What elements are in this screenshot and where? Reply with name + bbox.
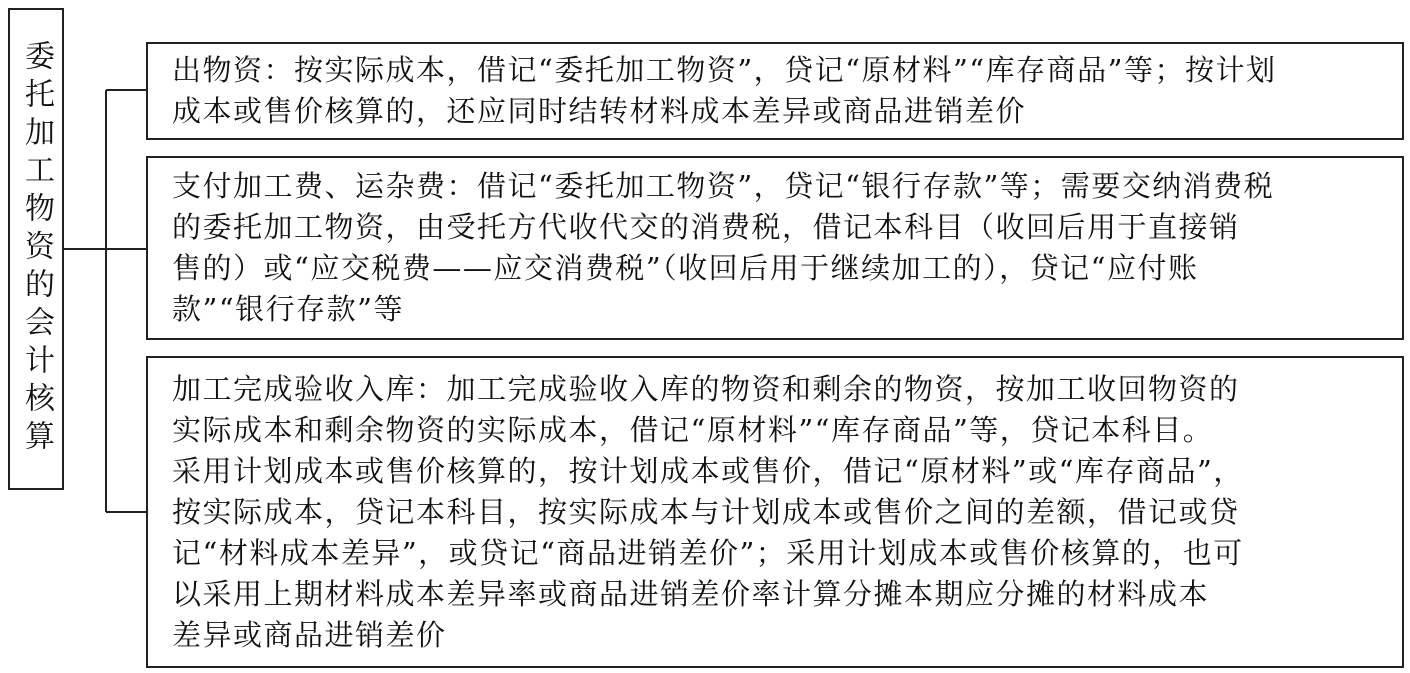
branch-node-outgoing-materials <box>146 42 1404 140</box>
branch-node-text: 加工完成验收入库：加工完成验收入库的物资和剩余的物资，按加工收回物资的 实际成本和剩余物资的实际成本，借记“原材料”“库存商品”等，贷记本科目。 采用计划成本或售价核算的，按计划成本或售价，借记“原材料”或“库存商品”， 按实际成本，贷记本科目，按实际成本与计划成本或售价之间的差额，借记或贷 记“材料成本差异”，或贷记“商品进销差价”；采用计划成本或售价核算的，也可 以采用上期材料成本差异率或商品进销差价率计算分摊本期应分摊的材料成本 差异或商品进销差价 <box>172 371 1244 652</box>
root-node-title: 委托加工物资的会计核算 <box>19 40 54 458</box>
branch-node-completion-warehousing <box>146 356 1404 668</box>
root-node <box>8 8 64 490</box>
branch-node-processing-fees <box>146 156 1404 340</box>
branch-node-text: 出物资：按实际成本，借记“委托加工物资”，贷记“原材料”“库存商品”等；按计划 成本或售价核算的，还应同时结转材料成本差异或商品进销差价 <box>172 53 1277 128</box>
branch-node-text: 支付加工费、运杂费：借记“委托加工物资”，贷记“银行存款”等；需要交纳消费税 的委托加工物资，由受托方代收代交的消费税，借记本科目（收回后用于直接销 售的）或“应交税费——应交消费税”（收回后用于继续加工的），贷记“应付账 款”“银行存款”等 <box>172 169 1275 326</box>
